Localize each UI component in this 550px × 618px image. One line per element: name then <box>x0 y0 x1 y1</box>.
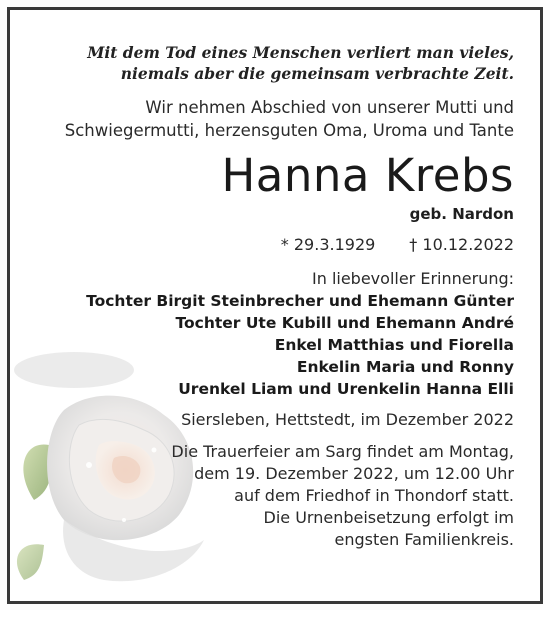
family-member: Urenkel Liam und Urenkelin Hanna Elli <box>178 380 514 398</box>
death-date: † 10.12.2022 <box>409 235 514 254</box>
obituary-text <box>50 42 514 551</box>
memory-heading: In liebevoller Erinnerung: <box>312 269 514 288</box>
quote-line: Mit dem Tod eines Menschen verliert man vieles, <box>87 43 514 62</box>
maiden-name: geb. Nardon <box>409 205 514 223</box>
intro-text <box>50 96 514 142</box>
service-line: dem 19. Dezember 2022, um 12.00 Uhr <box>194 464 514 483</box>
place-date: Siersleben, Hettstedt, im Dezember 2022 <box>181 410 514 429</box>
memorial-quote <box>50 42 514 84</box>
intro-line: Wir nehmen Abschied von unserer Mutti und <box>145 98 514 117</box>
service-line: auf dem Friedhof in Thondorf statt. <box>234 486 514 505</box>
deceased-name: Hanna Krebs <box>221 149 514 202</box>
obituary-card <box>7 7 543 604</box>
family-member: Tochter Birgit Steinbrecher und Ehemann Günter <box>86 292 514 310</box>
family-member: Enkel Matthias und Fiorella <box>274 336 514 354</box>
intro-line: Schwiegermutti, herzensguten Oma, Uroma und Tante <box>64 121 514 140</box>
life-dates <box>50 234 514 256</box>
service-line: engsten Familienkreis. <box>334 530 514 549</box>
service-info <box>50 441 514 551</box>
service-line: Die Trauerfeier am Sarg findet am Montag, <box>171 442 514 461</box>
family-list <box>50 290 514 400</box>
family-member: Enkelin Maria und Ronny <box>296 358 514 376</box>
quote-line: niemals aber die gemeinsam verbrachte Zeit. <box>120 64 514 83</box>
family-member: Tochter Ute Kubill und Ehemann André <box>175 314 514 332</box>
birth-date: * 29.3.1929 <box>280 235 376 254</box>
service-line: Die Urnenbeisetzung erfolgt im <box>263 508 514 527</box>
